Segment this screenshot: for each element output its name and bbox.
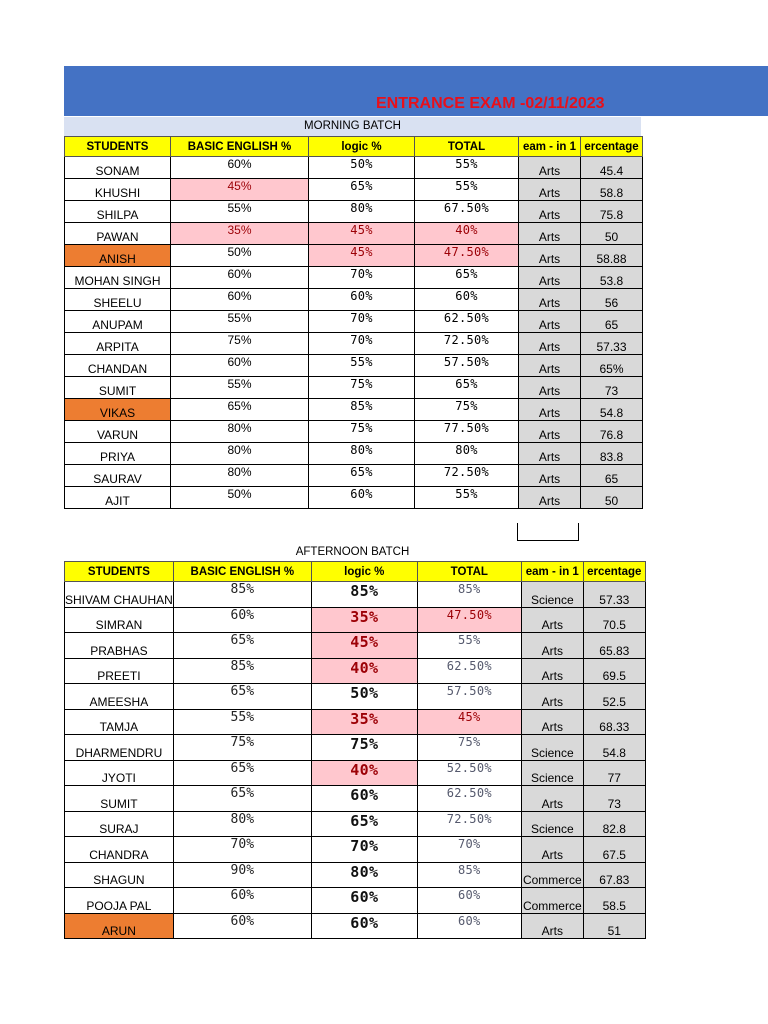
english-cell[interactable]: 65%	[173, 633, 311, 659]
student-cell[interactable]: CHANDRA	[65, 837, 174, 863]
pct-cell[interactable]: 67.83	[583, 862, 645, 888]
english-cell[interactable]: 55%	[171, 377, 309, 399]
english-cell[interactable]: 60%	[171, 267, 309, 289]
english-cell[interactable]: 70%	[173, 837, 311, 863]
total-cell[interactable]: 85%	[417, 582, 521, 608]
english-cell[interactable]: 50%	[171, 487, 309, 509]
logic-cell[interactable]: 45%	[309, 245, 415, 267]
student-row	[65, 913, 646, 939]
student-row	[65, 760, 646, 786]
logic-cell[interactable]: 55%	[309, 355, 415, 377]
stream-cell[interactable]: Arts	[521, 658, 583, 684]
stream-cell[interactable]: Arts	[519, 223, 581, 245]
stream-cell[interactable]: Science	[521, 811, 583, 837]
english-cell[interactable]: 65%	[173, 760, 311, 786]
pct-cell[interactable]: 65	[581, 465, 643, 487]
header-stream[interactable]: eam - in 1	[519, 137, 581, 157]
pct-cell[interactable]: 45.4	[581, 157, 643, 179]
total-cell[interactable]: 62.50%	[417, 786, 521, 812]
stream-cell[interactable]: Commerce	[521, 888, 583, 914]
total-cell[interactable]: 47.50%	[415, 245, 519, 267]
pct-cell[interactable]: 50	[581, 487, 643, 509]
total-cell[interactable]: 72.50%	[415, 333, 519, 355]
student-row	[65, 582, 646, 608]
english-cell[interactable]: 45%	[171, 179, 309, 201]
total-cell[interactable]: 45%	[417, 709, 521, 735]
student-cell[interactable]: SONAM	[65, 157, 171, 179]
stream-cell[interactable]: Science	[521, 760, 583, 786]
pct-cell[interactable]: 51	[583, 913, 645, 939]
logic-cell[interactable]: 40%	[311, 658, 417, 684]
pct-cell[interactable]: 82.8	[583, 811, 645, 837]
total-cell[interactable]: 65%	[415, 377, 519, 399]
student-cell[interactable]: SHILPA	[65, 201, 171, 223]
english-cell[interactable]: 80%	[171, 443, 309, 465]
pct-cell[interactable]: 56	[581, 289, 643, 311]
logic-cell[interactable]: 40%	[311, 760, 417, 786]
logic-cell[interactable]: 60%	[311, 786, 417, 812]
student-row	[65, 157, 643, 179]
student-cell[interactable]: MOHAN SINGH	[65, 267, 171, 289]
student-row	[65, 311, 643, 333]
total-cell[interactable]: 72.50%	[417, 811, 521, 837]
pct-cell[interactable]: 75.8	[581, 201, 643, 223]
student-cell[interactable]: ARPITA	[65, 333, 171, 355]
english-cell[interactable]: 60%	[173, 888, 311, 914]
header-percentage[interactable]: ercentage	[581, 137, 643, 157]
student-cell[interactable]: POOJA PAL	[65, 888, 174, 914]
stream-cell[interactable]: Arts	[519, 289, 581, 311]
english-cell[interactable]: 60%	[173, 607, 311, 633]
stream-cell[interactable]: Arts	[521, 607, 583, 633]
logic-cell[interactable]: 85%	[311, 582, 417, 608]
english-cell[interactable]: 75%	[171, 333, 309, 355]
afternoon-batch-label: AFTERNOON BATCH	[295, 546, 410, 558]
logic-cell[interactable]: 45%	[309, 223, 415, 245]
student-cell[interactable]: PAWAN	[65, 223, 171, 245]
pct-cell[interactable]: 65%	[581, 355, 643, 377]
student-cell[interactable]: VARUN	[65, 421, 171, 443]
student-cell[interactable]: SUMIT	[65, 377, 171, 399]
afternoon-batch-table	[64, 561, 646, 939]
student-row	[65, 333, 643, 355]
total-cell[interactable]: 77.50%	[415, 421, 519, 443]
pct-cell[interactable]: 54.8	[581, 399, 643, 421]
student-cell[interactable]: SUMIT	[65, 786, 174, 812]
total-cell[interactable]: 55%	[417, 633, 521, 659]
student-row	[65, 179, 643, 201]
student-cell[interactable]: PRIYA	[65, 443, 171, 465]
stream-cell[interactable]: Arts	[519, 201, 581, 223]
stream-cell[interactable]: Arts	[521, 709, 583, 735]
pct-cell[interactable]: 52.5	[583, 684, 645, 710]
pct-cell[interactable]: 73	[583, 786, 645, 812]
pct-cell[interactable]: 67.5	[583, 837, 645, 863]
afternoon-table-body	[65, 562, 646, 939]
total-cell[interactable]: 70%	[417, 837, 521, 863]
pct-cell[interactable]: 76.8	[581, 421, 643, 443]
logic-cell[interactable]: 70%	[309, 333, 415, 355]
student-cell[interactable]: SAURAV	[65, 465, 171, 487]
english-cell[interactable]: 55%	[173, 709, 311, 735]
total-cell[interactable]: 62.50%	[415, 311, 519, 333]
stream-cell[interactable]: Arts	[519, 245, 581, 267]
header-basic-english[interactable]: BASIC ENGLISH %	[173, 562, 311, 582]
logic-cell[interactable]: 70%	[309, 311, 415, 333]
student-cell[interactable]: CHANDAN	[65, 355, 171, 377]
pct-cell[interactable]: 58.8	[581, 179, 643, 201]
stream-cell[interactable]: Science	[521, 735, 583, 761]
total-cell[interactable]: 57.50%	[415, 355, 519, 377]
header-students[interactable]: STUDENTS	[65, 562, 174, 582]
logic-cell[interactable]: 70%	[309, 267, 415, 289]
student-row	[65, 267, 643, 289]
logic-cell[interactable]: 70%	[311, 837, 417, 863]
pct-cell[interactable]: 68.33	[583, 709, 645, 735]
header-row	[65, 562, 646, 582]
total-cell[interactable]: 55%	[415, 157, 519, 179]
pct-cell[interactable]: 58.88	[581, 245, 643, 267]
pct-cell[interactable]: 57.33	[583, 582, 645, 608]
total-cell[interactable]: 75%	[415, 399, 519, 421]
student-row	[65, 607, 646, 633]
pct-cell[interactable]: 77	[583, 760, 645, 786]
total-cell[interactable]: 65%	[415, 267, 519, 289]
student-row	[65, 633, 646, 659]
english-cell[interactable]: 50%	[171, 245, 309, 267]
logic-cell[interactable]: 35%	[311, 607, 417, 633]
stream-cell[interactable]: Arts	[519, 487, 581, 509]
logic-cell[interactable]: 75%	[311, 735, 417, 761]
stream-cell[interactable]: Arts	[519, 355, 581, 377]
student-row	[65, 443, 643, 465]
logic-cell[interactable]: 85%	[309, 399, 415, 421]
english-cell[interactable]: 80%	[173, 811, 311, 837]
english-cell[interactable]: 85%	[173, 582, 311, 608]
stream-cell[interactable]: Arts	[519, 311, 581, 333]
student-row	[65, 399, 643, 421]
student-row	[65, 245, 643, 267]
stream-column-trailing-cell[interactable]	[517, 523, 579, 541]
stream-cell[interactable]: Arts	[519, 157, 581, 179]
student-row	[65, 837, 646, 863]
pct-cell[interactable]: 83.8	[581, 443, 643, 465]
total-cell[interactable]: 40%	[415, 223, 519, 245]
english-cell[interactable]: 55%	[171, 201, 309, 223]
header-percentage[interactable]: ercentage	[583, 562, 645, 582]
stream-cell[interactable]: Arts	[519, 377, 581, 399]
student-cell[interactable]: DHARMENDRU	[65, 735, 174, 761]
logic-cell[interactable]: 50%	[309, 157, 415, 179]
student-cell[interactable]: PRABHAS	[65, 633, 174, 659]
student-row	[65, 862, 646, 888]
english-cell[interactable]: 75%	[173, 735, 311, 761]
total-cell[interactable]: 52.50%	[417, 760, 521, 786]
pct-cell[interactable]: 53.8	[581, 267, 643, 289]
stream-cell[interactable]: Science	[521, 582, 583, 608]
stream-cell[interactable]: Arts	[519, 399, 581, 421]
stream-cell[interactable]: Arts	[521, 786, 583, 812]
student-row	[65, 201, 643, 223]
english-cell[interactable]: 85%	[173, 658, 311, 684]
english-cell[interactable]: 80%	[171, 465, 309, 487]
total-cell[interactable]: 55%	[415, 179, 519, 201]
student-cell[interactable]: VIKAS	[65, 399, 171, 421]
logic-cell[interactable]: 60%	[309, 289, 415, 311]
total-cell[interactable]: 55%	[415, 487, 519, 509]
student-row	[65, 735, 646, 761]
student-cell[interactable]: JYOTI	[65, 760, 174, 786]
header-basic-english[interactable]: BASIC ENGLISH %	[171, 137, 309, 157]
pct-cell[interactable]: 50	[581, 223, 643, 245]
student-row	[65, 465, 643, 487]
stream-cell[interactable]: Arts	[519, 333, 581, 355]
english-cell[interactable]: 65%	[173, 786, 311, 812]
total-cell[interactable]: 85%	[417, 862, 521, 888]
student-cell[interactable]: TAMJA	[65, 709, 174, 735]
english-cell[interactable]: 60%	[171, 355, 309, 377]
total-cell[interactable]: 75%	[417, 735, 521, 761]
student-cell[interactable]: PREETI	[65, 658, 174, 684]
student-cell[interactable]: SIMRAN	[65, 607, 174, 633]
student-cell[interactable]: ARUN	[65, 913, 174, 939]
logic-cell[interactable]: 45%	[311, 633, 417, 659]
morning-table-body	[65, 137, 643, 509]
student-row	[65, 684, 646, 710]
stream-cell[interactable]: Arts	[519, 465, 581, 487]
student-row	[65, 811, 646, 837]
stream-cell[interactable]: Arts	[521, 633, 583, 659]
header-students[interactable]: STUDENTS	[65, 137, 171, 157]
logic-cell[interactable]: 60%	[311, 888, 417, 914]
stream-cell[interactable]: Arts	[519, 267, 581, 289]
pct-cell[interactable]: 58.5	[583, 888, 645, 914]
pct-cell[interactable]: 65	[581, 311, 643, 333]
logic-cell[interactable]: 65%	[309, 179, 415, 201]
student-cell[interactable]: AJIT	[65, 487, 171, 509]
english-cell[interactable]: 60%	[171, 157, 309, 179]
english-cell[interactable]: 65%	[171, 399, 309, 421]
stream-cell[interactable]: Arts	[521, 684, 583, 710]
logic-cell[interactable]: 80%	[309, 443, 415, 465]
logic-cell[interactable]: 60%	[309, 487, 415, 509]
student-row	[65, 888, 646, 914]
student-row	[65, 709, 646, 735]
student-row	[65, 289, 643, 311]
total-cell[interactable]: 62.50%	[417, 658, 521, 684]
student-cell[interactable]: ANISH	[65, 245, 171, 267]
student-cell[interactable]: SHEELU	[65, 289, 171, 311]
logic-cell[interactable]: 65%	[311, 811, 417, 837]
logic-cell[interactable]: 75%	[309, 377, 415, 399]
pct-cell[interactable]: 70.5	[583, 607, 645, 633]
student-row	[65, 421, 643, 443]
header-total[interactable]: TOTAL	[415, 137, 519, 157]
logic-cell[interactable]: 35%	[311, 709, 417, 735]
student-row	[65, 658, 646, 684]
stream-cell[interactable]: Arts	[521, 837, 583, 863]
stream-cell[interactable]: Commerce	[521, 862, 583, 888]
logic-cell[interactable]: 65%	[309, 465, 415, 487]
total-cell[interactable]: 67.50%	[415, 201, 519, 223]
pct-cell[interactable]: 69.5	[583, 658, 645, 684]
student-cell[interactable]: SHAGUN	[65, 862, 174, 888]
english-cell[interactable]: 80%	[171, 421, 309, 443]
student-row	[65, 355, 643, 377]
header-row	[65, 137, 643, 157]
header-logic[interactable]: logic %	[311, 562, 417, 582]
pct-cell[interactable]: 57.33	[581, 333, 643, 355]
student-row	[65, 377, 643, 399]
total-cell[interactable]: 57.50%	[417, 684, 521, 710]
stream-cell[interactable]: Arts	[519, 443, 581, 465]
english-cell[interactable]: 60%	[171, 289, 309, 311]
english-cell[interactable]: 35%	[171, 223, 309, 245]
stream-cell[interactable]: Arts	[519, 179, 581, 201]
english-cell[interactable]: 55%	[171, 311, 309, 333]
stream-cell[interactable]: Arts	[521, 913, 583, 939]
total-cell[interactable]: 47.50%	[417, 607, 521, 633]
pct-cell[interactable]: 54.8	[583, 735, 645, 761]
student-cell[interactable]: KHUSHI	[65, 179, 171, 201]
logic-cell[interactable]: 75%	[309, 421, 415, 443]
logic-cell[interactable]: 80%	[311, 862, 417, 888]
total-cell[interactable]: 60%	[417, 888, 521, 914]
header-stream[interactable]: eam - in 1	[521, 562, 583, 582]
student-cell[interactable]: SHIVAM CHAUHAN	[65, 582, 174, 608]
english-cell[interactable]: 90%	[173, 862, 311, 888]
logic-cell[interactable]: 50%	[311, 684, 417, 710]
stream-cell[interactable]: Arts	[519, 421, 581, 443]
student-row	[65, 786, 646, 812]
english-cell[interactable]: 60%	[173, 913, 311, 939]
total-cell[interactable]: 60%	[415, 289, 519, 311]
logic-cell[interactable]: 80%	[309, 201, 415, 223]
morning-batch-label: MORNING BATCH	[64, 117, 641, 136]
total-cell[interactable]: 80%	[415, 443, 519, 465]
header-total[interactable]: TOTAL	[417, 562, 521, 582]
total-cell[interactable]: 72.50%	[415, 465, 519, 487]
student-row	[65, 223, 643, 245]
exam-title: ENTRANCE EXAM -02/11/2023	[376, 95, 605, 112]
english-cell[interactable]: 65%	[173, 684, 311, 710]
morning-batch-table	[64, 136, 643, 509]
student-row	[65, 487, 643, 509]
pct-cell[interactable]: 73	[581, 377, 643, 399]
student-cell[interactable]: ANUPAM	[65, 311, 171, 333]
student-cell[interactable]: SURAJ	[65, 811, 174, 837]
student-cell[interactable]: AMEESHA	[65, 684, 174, 710]
pct-cell[interactable]: 65.83	[583, 633, 645, 659]
header-logic[interactable]: logic %	[309, 137, 415, 157]
total-cell[interactable]: 60%	[417, 913, 521, 939]
logic-cell[interactable]: 60%	[311, 913, 417, 939]
